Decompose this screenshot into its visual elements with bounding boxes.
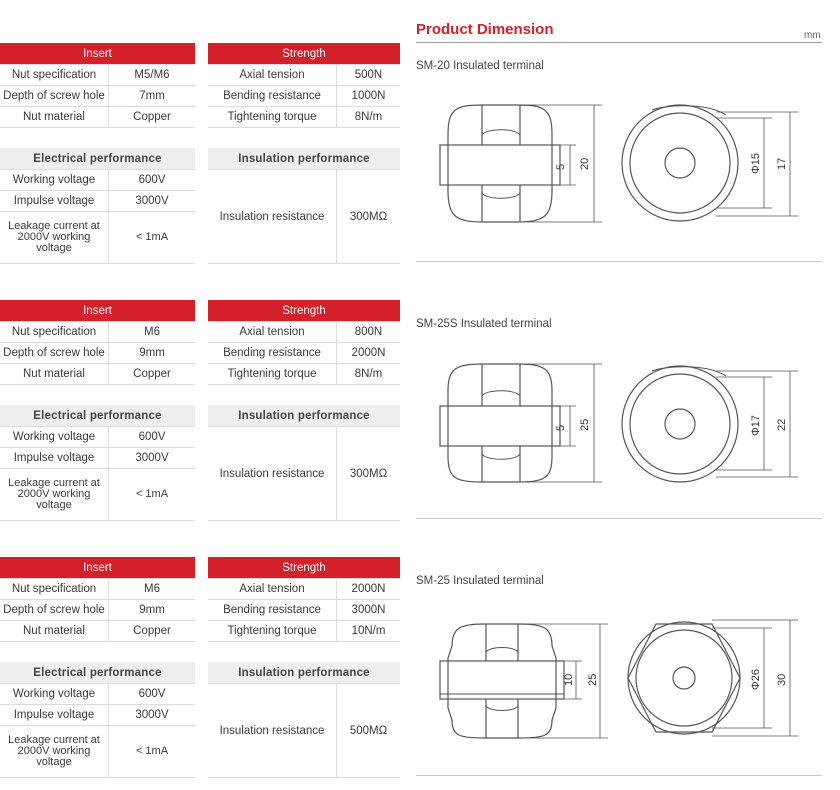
table-cell-label: Tightening torque — [208, 107, 337, 128]
insulation-header: Insulation performance — [208, 148, 400, 170]
dim-outer-label: 30 — [776, 673, 788, 686]
insert-table — [0, 43, 195, 128]
table-cell-value: Copper — [109, 621, 196, 642]
table-cell-label: Axial tension — [208, 322, 337, 343]
table-cell-value: < 1mA — [109, 212, 196, 264]
table-cell-label: Depth of screw hole — [0, 343, 109, 364]
table-cell-value: Copper — [109, 107, 196, 128]
table-cell-label: Depth of screw hole — [0, 86, 109, 107]
electrical-header: Electrical performance — [0, 148, 195, 170]
table-cell-value: 600V — [109, 684, 196, 705]
table-cell-label: Nut specification — [0, 65, 109, 86]
table-cell-label: Impulse voltage — [0, 448, 109, 469]
dim-height-label: 25 — [579, 418, 591, 431]
table-cell-label: Insulation resistance — [208, 684, 337, 778]
insulation-table — [208, 662, 400, 778]
insulation-table — [208, 405, 400, 521]
table-cell-label: Insulation resistance — [208, 427, 337, 521]
insert-table — [0, 557, 195, 642]
table-cell-value: 3000V — [109, 191, 196, 212]
dim-outer-label: 17 — [776, 157, 788, 170]
table-cell-value: 9mm — [109, 343, 196, 364]
terminal-drawing-sm25 — [416, 606, 826, 766]
product-dimension-title: Product Dimension — [416, 21, 554, 38]
electrical-table — [0, 662, 195, 778]
table-cell-value: 8N/m — [337, 364, 401, 385]
table-cell-value: M6 — [109, 322, 196, 343]
dim-phi-label: Φ17 — [750, 414, 762, 436]
dim-outer-label: 22 — [776, 418, 788, 431]
dim-inner-label: 10 — [563, 673, 575, 686]
terminal-name: SM-25 Insulated terminal — [416, 575, 544, 587]
insert-header: Insert — [0, 300, 195, 322]
table-cell-label: Axial tension — [208, 579, 337, 600]
terminal-drawing-sm25s — [416, 346, 826, 496]
table-cell-value: 9mm — [109, 600, 196, 621]
strength-header: Strength — [208, 43, 400, 65]
table-cell-value: < 1mA — [109, 726, 196, 778]
dim-height-label: 25 — [587, 673, 599, 686]
table-cell-label: Working voltage — [0, 427, 109, 448]
table-cell-value: 600V — [109, 427, 196, 448]
strength-table — [208, 300, 400, 385]
terminal-drawing-sm20 — [416, 90, 826, 240]
table-cell-value: 2000N — [337, 579, 401, 600]
table-cell-value: 300MΩ — [337, 427, 401, 521]
table-cell-label: Impulse voltage — [0, 191, 109, 212]
table-cell-label: Nut material — [0, 364, 109, 385]
table-cell-label: Depth of screw hole — [0, 600, 109, 621]
section-divider — [416, 261, 822, 262]
strength-header: Strength — [208, 557, 400, 579]
table-cell-label: Working voltage — [0, 684, 109, 705]
dim-phi-label: Φ15 — [750, 152, 762, 174]
table-cell-label: Nut specification — [0, 322, 109, 343]
table-cell-value: 2000N — [337, 343, 401, 364]
table-cell-value: 7mm — [109, 86, 196, 107]
table-cell-value: 3000V — [109, 448, 196, 469]
table-cell-value: 8N/m — [337, 107, 401, 128]
terminal-name: SM-20 Insulated terminal — [416, 60, 544, 72]
table-cell-label: Tightening torque — [208, 621, 337, 642]
table-cell-label: Insulation resistance — [208, 170, 337, 264]
insert-header: Insert — [0, 557, 195, 579]
table-cell-value: M6 — [109, 579, 196, 600]
table-cell-value: M5/M6 — [109, 65, 196, 86]
table-cell-value: 800N — [337, 322, 401, 343]
table-cell-label: Impulse voltage — [0, 705, 109, 726]
strength-header: Strength — [208, 300, 400, 322]
table-cell-label: Leakage current at 2000V working voltage — [0, 469, 109, 521]
table-cell-value: 3000N — [337, 600, 401, 621]
electrical-table — [0, 148, 195, 264]
section-divider — [416, 518, 822, 519]
table-cell-label: Working voltage — [0, 170, 109, 191]
table-cell-value: Copper — [109, 364, 196, 385]
unit-label: mm — [804, 30, 821, 41]
table-cell-label: Tightening torque — [208, 364, 337, 385]
insert-table — [0, 300, 195, 385]
table-cell-label: Leakage current at 2000V working voltage — [0, 212, 109, 264]
electrical-table — [0, 405, 195, 521]
strength-table — [208, 43, 400, 128]
table-cell-value: 500MΩ — [337, 684, 401, 778]
table-cell-value: < 1mA — [109, 469, 196, 521]
terminal-name: SM-25S Insulated terminal — [416, 318, 552, 330]
strength-table — [208, 557, 400, 642]
insert-header: Insert — [0, 43, 195, 65]
dim-inner-label: 5 — [555, 424, 567, 431]
table-cell-value: 3000V — [109, 705, 196, 726]
table-cell-value: 10N/m — [337, 621, 401, 642]
table-cell-label: Leakage current at 2000V working voltage — [0, 726, 109, 778]
title-divider — [416, 42, 822, 43]
table-cell-label: Nut specification — [0, 579, 109, 600]
table-cell-label: Axial tension — [208, 65, 337, 86]
table-cell-value: 500N — [337, 65, 401, 86]
dim-phi-label: Φ26 — [750, 668, 762, 690]
table-cell-label: Bending resistance — [208, 600, 337, 621]
table-cell-value: 1000N — [337, 86, 401, 107]
insulation-header: Insulation performance — [208, 662, 400, 684]
electrical-header: Electrical performance — [0, 662, 195, 684]
table-cell-label: Nut material — [0, 621, 109, 642]
table-cell-label: Bending resistance — [208, 343, 337, 364]
table-cell-value: 300MΩ — [337, 170, 401, 264]
electrical-header: Electrical performance — [0, 405, 195, 427]
dim-inner-label: 5 — [555, 163, 567, 170]
table-cell-label: Nut material — [0, 107, 109, 128]
section-divider — [416, 775, 822, 776]
dim-height-label: 20 — [579, 157, 591, 170]
table-cell-value: 600V — [109, 170, 196, 191]
insulation-table — [208, 148, 400, 264]
insulation-header: Insulation performance — [208, 405, 400, 427]
table-cell-label: Bending resistance — [208, 86, 337, 107]
